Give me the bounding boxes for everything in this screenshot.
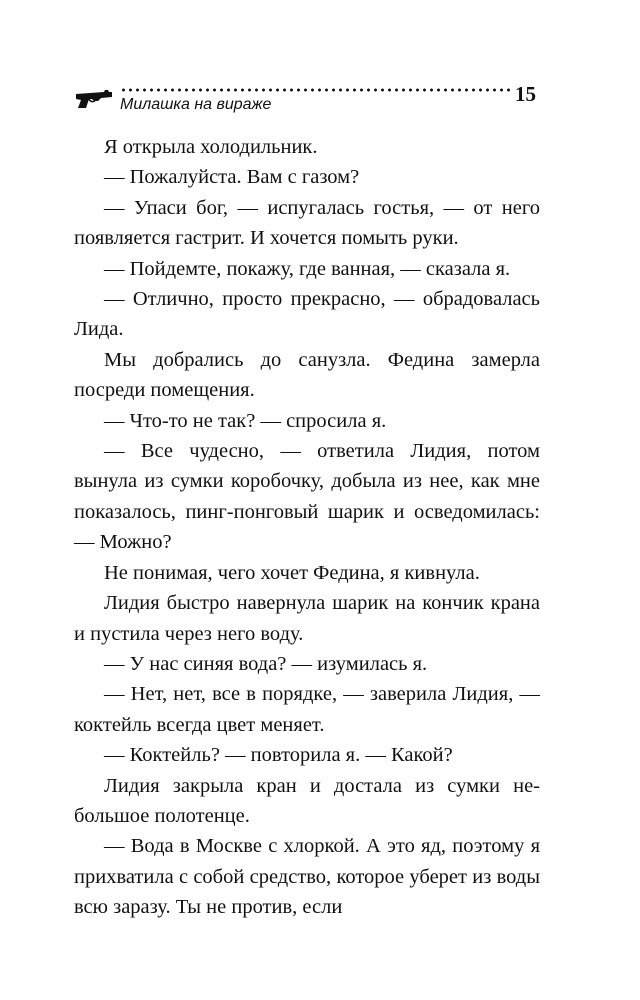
paragraph: — Упаси бог, — испугалась гостья, — от него появляется гастрит. И хочется помыть руки. [74, 196, 540, 250]
paragraph: Я открыла холодильник. [104, 136, 318, 158]
body-text [74, 132, 540, 923]
paragraph: — Пойдемте, покажу, где ванная, — сказала я. [104, 257, 511, 280]
paragraph: Лидия быстро навернула шарик на кончик крана и пустила через него воду. [74, 592, 540, 645]
paragraph: — Коктейль? — повторила я. — Какой? [104, 744, 453, 767]
paragraph: — Пожалуйста. Вам с газом? [104, 166, 360, 189]
revolver-icon [74, 88, 114, 110]
paragraph: Мы добрались до санузла. Федина замерла посреди помещения. [74, 348, 540, 402]
page-header [74, 84, 540, 124]
paragraph: — Все чудесно, — ответила Лидия, потом вынула из сумки коробочку, добыла из нее, как мне показалось, пинг-понговый шарик и осведомилась: — Можно? [74, 440, 540, 554]
paragraph: Лидия закрыла кран и достала из сумки небольшое полотенце. [74, 774, 540, 827]
paragraph: — Что-то не так? — спросила я. [104, 409, 387, 432]
paragraph: — Отлично, просто прекрасно, — обрадовалась Лида. [74, 288, 540, 341]
paragraph: Не понимая, чего хочет Федина, я кивнула. [104, 561, 480, 584]
running-title: Милашка на вираже [120, 96, 272, 113]
paragraph: — У нас синяя вода? — изумилась я. [104, 652, 428, 675]
page-number: 15 [515, 82, 536, 106]
paragraph: — Нет, нет, все в порядке, — заверила Лидия, — коктейль всегда цвет меняет. [74, 683, 540, 736]
dotted-rule [120, 88, 510, 92]
paragraph: — Вода в Москве с хлоркой. А это яд, поэтому я прихватила с собой средство, которое уберет из воды всю заразу. Ты не против, если [74, 835, 540, 919]
